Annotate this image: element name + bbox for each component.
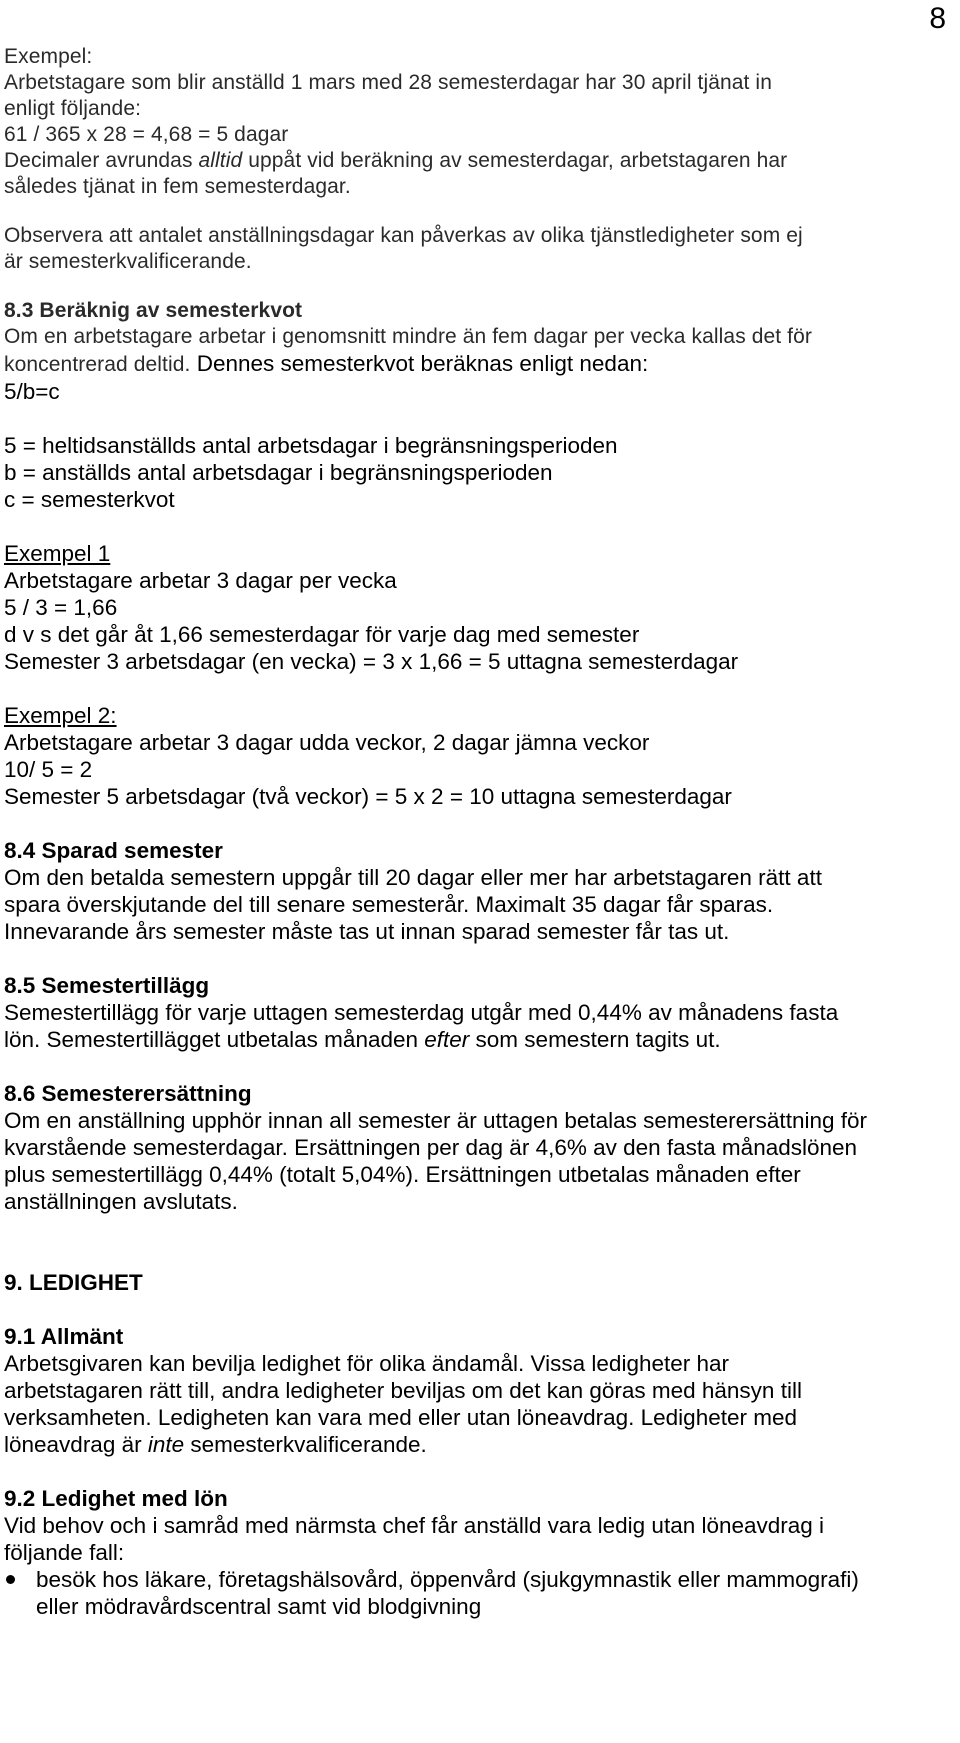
section-line: plus semestertillägg 0,44% (totalt 5,04%). Ersättningen utbetalas månaden efter [4, 1162, 801, 1187]
section-text: lön. Semestertillägget utbetalas månaden [4, 1027, 425, 1052]
section-8-3 [4, 298, 944, 810]
bullet-icon [6, 1575, 15, 1584]
chapter-heading: 9. LEDIGHET [4, 1270, 143, 1295]
example-line: d v s det går åt 1,66 semesterdagar för varje dag med semester [4, 622, 640, 647]
example-heading: Exempel: [4, 45, 93, 68]
section-8-6 [4, 1080, 944, 1215]
definition: 5 = heltidsanställds antal arbetsdagar i begränsningsperioden [4, 433, 618, 458]
list-item [4, 1566, 944, 1620]
list-item-text: besök hos läkare, företagshälsovård, öppenvård (sjukgymnastik eller mammografi) [36, 1567, 859, 1592]
section-line [4, 350, 944, 378]
example-line: Arbetstagare arbetar 3 dagar udda veckor, 2 dagar jämna veckor [4, 730, 650, 755]
section-8-4 [4, 837, 944, 945]
section-heading: 8.5 Semestertillägg [4, 973, 210, 998]
example-line: Arbetstagare arbetar 3 dagar per vecka [4, 568, 397, 593]
section-line: kvarstående semesterdagar. Ersättningen per dag är 4,6% av den fasta månadslönen [4, 1135, 858, 1160]
example-line: enligt följande: [4, 97, 142, 120]
section-text: löneavdrag är [4, 1432, 148, 1457]
formula: 5/b=c [4, 379, 60, 404]
definition: b = anställds antal arbetsdagar i begränsningsperioden [4, 460, 553, 485]
example-intro [4, 44, 944, 275]
section-line: Om den betalda semestern uppgår till 20 dagar eller mer har arbetstagaren rätt att [4, 865, 822, 890]
section-line: Vid behov och i samråd med närmsta chef får anställd vara ledig utan löneavdrag i [4, 1513, 825, 1538]
section-line: följande fall: [4, 1540, 125, 1565]
section-line [4, 1026, 944, 1053]
example-calc: 61 / 365 x 28 = 4,68 = 5 dagar [4, 123, 289, 146]
rounding-emphasis: alltid [198, 149, 243, 172]
example-line: Semester 5 arbetsdagar (två veckor) = 5 x 2 = 10 uttagna semesterdagar [4, 784, 732, 809]
rounding-text: Decimaler avrundas [4, 149, 199, 172]
example-line: Semester 3 arbetsdagar (en vecka) = 3 x 1,66 = 5 uttagna semesterdagar [4, 649, 739, 674]
section-text: koncentrerad deltid. [4, 353, 191, 376]
section-line: spara överskjutande del till senare semesterår. Maximalt 35 dagar får sparas. [4, 892, 774, 917]
section-text: Dennes semesterkvot beräknas enligt nedan: [190, 351, 649, 376]
bullet-list [4, 1566, 944, 1620]
rounding-line [4, 148, 944, 174]
section-emphasis: inte [147, 1432, 185, 1457]
list-item-text: eller mödravårdscentral samt vid blodgivning [36, 1594, 482, 1619]
document-body [4, 44, 944, 1620]
example-1-title: Exempel 1 [4, 541, 111, 566]
section-line: verksamheten. Ledigheten kan vara med eller utan löneavdrag. Ledigheter med [4, 1405, 798, 1430]
section-line: Om en anställning upphör innan all semester är uttagen betalas semesterersättning för [4, 1108, 867, 1133]
section-heading: 9.2 Ledighet med lön [4, 1486, 228, 1511]
section-line: Arbetsgivaren kan bevilja ledighet för olika ändamål. Vissa ledigheter har [4, 1351, 730, 1376]
example-2-title: Exempel 2: [4, 703, 117, 728]
definition: c = semesterkvot [4, 487, 175, 512]
section-8-5 [4, 972, 944, 1053]
section-line: Om en arbetstagare arbetar i genomsnitt mindre än fem dagar per vecka kallas det för [4, 325, 812, 348]
section-line: anställningen avslutats. [4, 1189, 238, 1214]
section-9-2 [4, 1485, 944, 1620]
rounding-line: således tjänat in fem semesterdagar. [4, 175, 351, 198]
section-heading: 9.1 Allmänt [4, 1324, 124, 1349]
example-line: Arbetstagare som blir anställd 1 mars med 28 semesterdagar har 30 april tjänat in [4, 71, 772, 94]
page-number: 8 [929, 2, 946, 35]
section-line [4, 1431, 944, 1458]
section-heading: 8.6 Semesterersättning [4, 1081, 252, 1106]
example-line: 10/ 5 = 2 [4, 757, 93, 782]
section-line: Innevarande års semester måste tas ut innan sparad semester får tas ut. [4, 919, 730, 944]
section-emphasis: efter [424, 1027, 470, 1052]
section-9-1 [4, 1323, 944, 1458]
section-heading: 8.3 Beräknig av semesterkvot [4, 299, 303, 322]
section-heading: 8.4 Sparad semester [4, 838, 223, 863]
note-line: Observera att antalet anställningsdagar kan påverkas av olika tjänstledigheter som ej [4, 224, 803, 247]
note-line: är semesterkvalificerande. [4, 250, 252, 273]
section-text: semesterkvalificerande. [184, 1432, 427, 1457]
section-line: arbetstagaren rätt till, andra ledigheter beviljas om det kan göras med hänsyn till [4, 1378, 802, 1403]
rounding-text: uppåt vid beräkning av semesterdagar, arbetstagaren har [242, 149, 788, 172]
section-text: som semestern tagits ut. [469, 1027, 721, 1052]
section-line: Semestertillägg för varje uttagen semesterdag utgår med 0,44% av månadens fasta [4, 1000, 839, 1025]
example-line: 5 / 3 = 1,66 [4, 595, 118, 620]
